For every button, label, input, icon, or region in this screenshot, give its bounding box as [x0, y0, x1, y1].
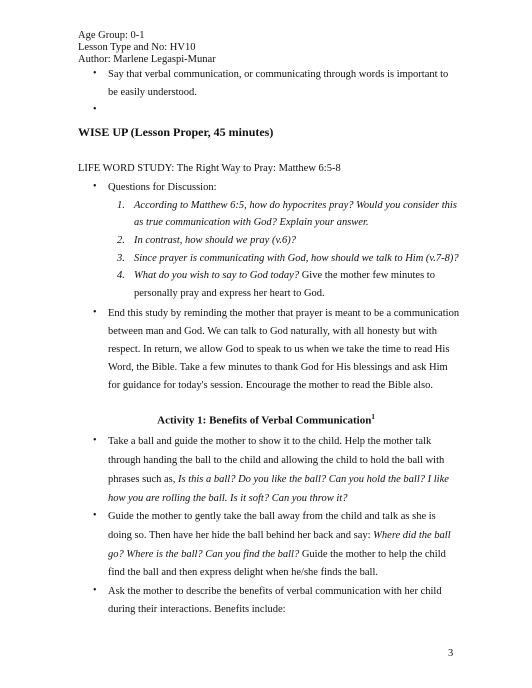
end-study-line-5: for guidance for today's session. Encourage the mother to read the Bible also. — [108, 380, 433, 391]
author: Author: Marlene Legaspi-Munar — [78, 54, 216, 65]
activity-title — [0, 413, 532, 427]
end-study-line-2: between man and God. We can talk to God naturally, with all honesty but with — [108, 326, 437, 337]
act1-line-3-plain: phrases such as, — [108, 474, 178, 485]
page-number: 3 — [448, 648, 454, 659]
intro-line-1: Say that verbal communication, or communicating through words is important to — [108, 69, 449, 80]
act2-line-3-italic: go? Where is the ball? Can you find the ball? — [108, 549, 300, 560]
question-2-line-1: In contrast, how should we pray (v.6)? — [134, 235, 296, 246]
bullet-icon: • — [93, 435, 97, 446]
questions-heading: Questions for Discussion: — [108, 182, 217, 193]
act1-line-3-italic: Is this a ball? Do you like the ball? Can you hold the ball? I like — [177, 474, 449, 485]
bullet-icon: • — [93, 510, 97, 521]
activity-title-text: Activity 1: Benefits of Verbal Communication — [157, 414, 372, 427]
question-number: 3. — [117, 253, 125, 264]
question-number: 1. — [117, 200, 125, 211]
act1-line-2: through handing the ball to the child and allowing the child to hold the ball with — [108, 455, 445, 466]
act2-line-3-plain: Guide the mother to help the child — [299, 549, 446, 560]
act2-line-1: Guide the mother to gently take the ball away from the child and talk as she is — [108, 511, 436, 522]
question-3-line-1: Since prayer is communicating with God, how should we talk to Him (v.7-8)? — [134, 253, 459, 264]
act2-line-2-plain: doing so. Then have her hide the ball behind her back and say: — [108, 530, 374, 541]
section-title: WISE UP (Lesson Proper, 45 minutes) — [78, 125, 274, 139]
life-word-study: LIFE WORD STUDY: The Right Way to Pray: Matthew 6:5-8 — [78, 163, 341, 174]
question-4-italic: What do you wish to say to God today? — [134, 270, 300, 281]
act3-line-2: during their interactions. Benefits include: — [108, 604, 286, 615]
question-number: 2. — [117, 235, 125, 246]
question-4-rest: Give the mother few minutes to — [299, 270, 435, 281]
end-study-line-4: Word, the Bible. Take a few minutes to thank God for His blessings and ask Him — [108, 362, 448, 373]
bullet-icon: • — [93, 585, 97, 596]
act3-line-1: Ask the mother to describe the benefits of verbal communication with her child — [108, 586, 442, 597]
act2-line-4: find the ball and then express delight when he/she finds the ball. — [108, 567, 379, 578]
bullet-icon: • — [93, 68, 97, 79]
bullet-icon: • — [93, 104, 97, 115]
intro-line-2: be easily understood. — [108, 87, 197, 98]
end-study-line-3: respect. In return, we allow God to speak to us when we take the time to read His — [108, 344, 450, 355]
bullet-icon: • — [93, 307, 97, 318]
question-1-line-2: as true communication with God? Explain your answer. — [134, 217, 369, 228]
lesson-type: Lesson Type and No: HV10 — [78, 42, 196, 53]
act2-line-2-italic: Where did the ball — [373, 530, 451, 541]
age-group: Age Group: 0-1 — [78, 30, 145, 41]
act1-line-4-italic: how you are rolling the ball. Is it soft? Can you throw it? — [108, 493, 348, 504]
end-study-line-1: End this study by reminding the mother that prayer is meant to be a communication — [108, 308, 460, 319]
act1-line-1: Take a ball and guide the mother to show it to the child. Help the mother talk — [108, 436, 432, 447]
question-number: 4. — [117, 270, 125, 281]
question-4-line-2: personally pray and express her heart to God. — [134, 288, 325, 299]
question-1-line-1: According to Matthew 6:5, how do hypocrites pray? Would you consider this — [134, 200, 457, 211]
bullet-icon: • — [93, 181, 97, 192]
footnote-mark: 1 — [371, 413, 375, 421]
